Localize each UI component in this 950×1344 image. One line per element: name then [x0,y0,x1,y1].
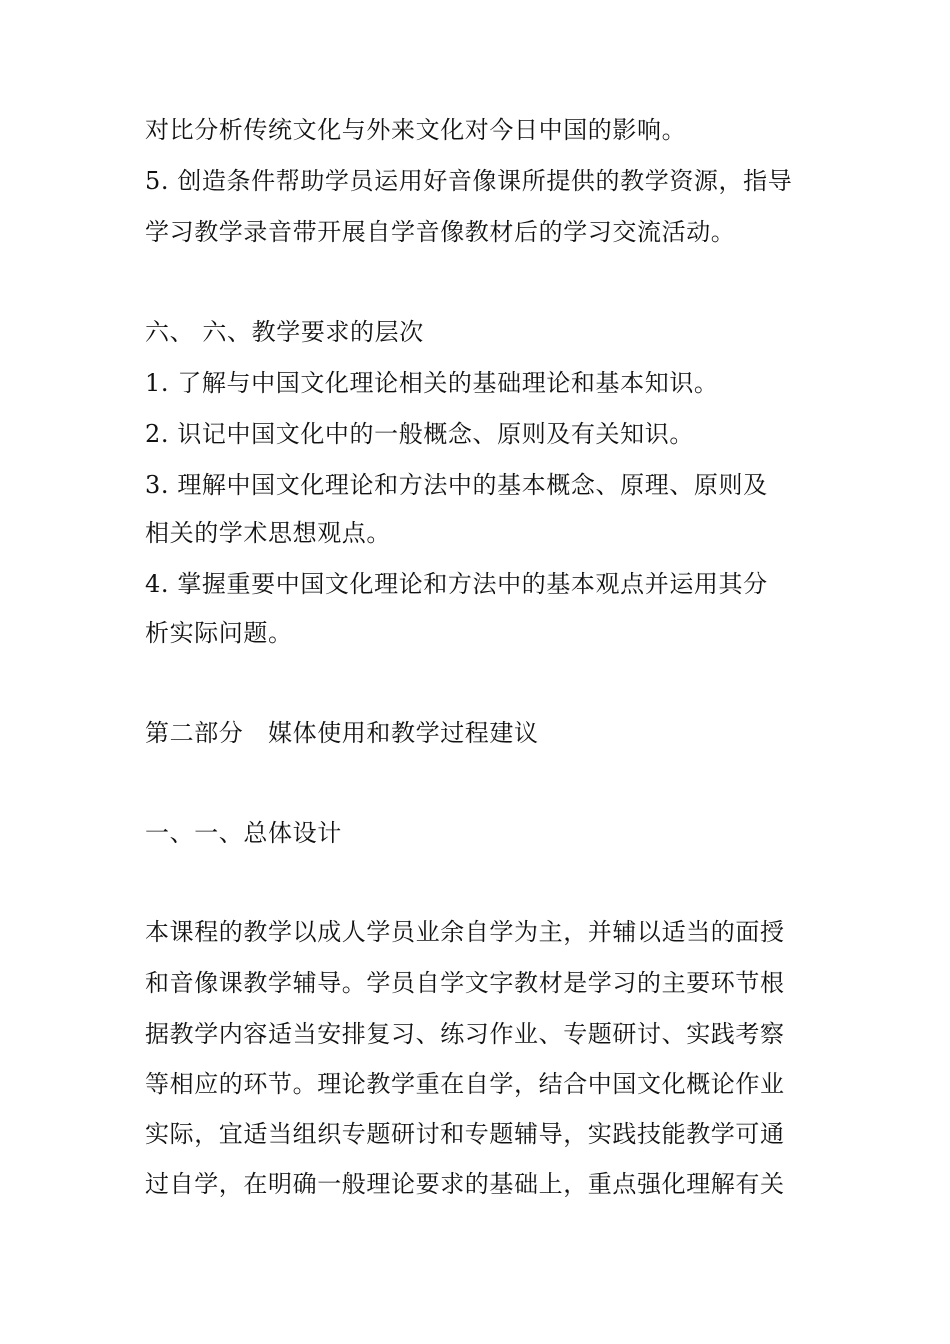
text-line-3: 学习教学录音带开展自学音像教材后的学习交流活动。 [145,218,736,246]
text-line-5: 1. 了解与中国文化理论相关的基础理论和基本知识。 [145,369,719,397]
text-line-16: 等相应的环节。理论教学重在自学，结合中国文化概论作业 [145,1070,785,1098]
text-line-17: 实际，宜适当组织专题研讨和专题辅导，实践技能教学可通 [145,1120,785,1148]
part-heading: 第二部分 媒体使用和教学过程建议 [145,719,539,747]
text-line-1: 对比分析传统文化与外来文化对今日中国的影响。 [145,116,687,144]
text-line-7: 3. 理解中国文化理论和方法中的基本概念、原理、原则及 [145,471,768,499]
text-line-15: 据教学内容适当安排复习、练习作业、专题研讨、实践考察 [145,1020,785,1048]
text-line-6: 2. 识记中国文化中的一般概念、原则及有关知识。 [145,420,694,448]
text-line-8: 相关的学术思想观点。 [145,519,391,547]
text-line-2: 5. 创造条件帮助学员运用好音像课所提供的教学资源，指导 [145,167,793,195]
text-line-14: 和音像课教学辅导。学员自学文字教材是学习的主要环节根 [145,969,785,997]
text-line-9: 4. 掌握重要中国文化理论和方法中的基本观点并运用其分 [145,570,768,598]
section-heading-levels: 六、 六、教学要求的层次 [145,318,424,346]
section-heading-design: 一、一、总体设计 [145,819,342,847]
text-line-13: 本课程的教学以成人学员业余自学为主，并辅以适当的面授 [145,918,785,946]
text-line-18: 过自学，在明确一般理论要求的基础上，重点强化理解有关 [145,1170,785,1198]
text-line-10: 析实际问题。 [145,619,293,647]
